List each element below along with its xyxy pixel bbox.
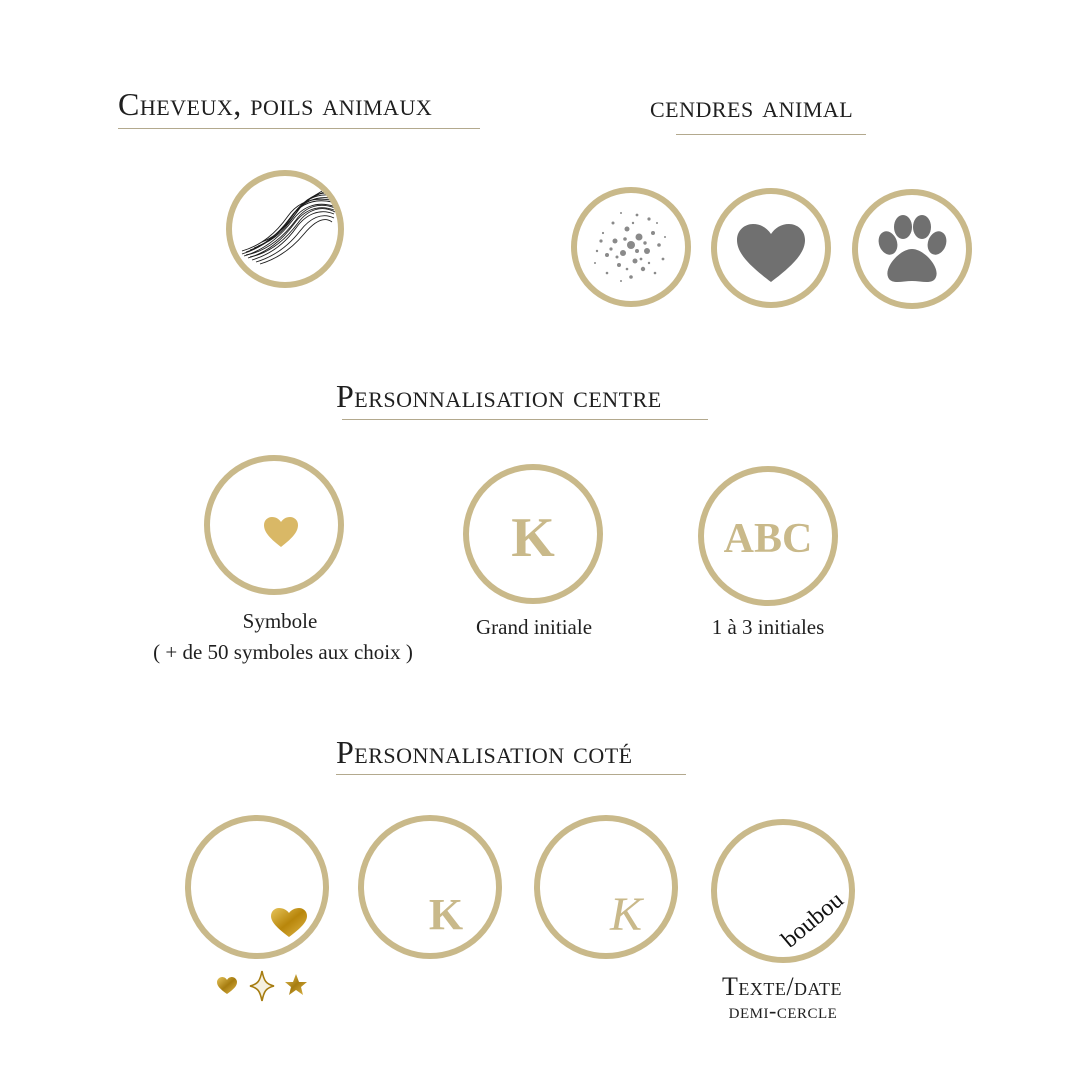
section-title-side: Personnalisation coté [336,734,633,770]
caption-center-symbol: Symbole [242,609,318,633]
initials-letters: ABC [723,516,813,562]
gold-heart-side-icon [191,821,323,953]
option-side-initial-serif[interactable] [358,815,502,959]
ash-speckle-icon [577,193,685,301]
side-initial-script: K [609,888,643,941]
section-title-center: Personnalisation centre [336,378,662,414]
section-title-ashes: cendres animal [650,88,854,124]
option-center-initials[interactable] [698,466,838,606]
symbol-samples-icon [214,969,314,1003]
heart-icon [717,194,825,302]
caption-side-text-line2: demi-cercle [728,998,838,1023]
option-ashes-paw[interactable] [852,189,972,309]
hair-strands-icon [232,176,338,282]
curved-text-sample: boubou [776,887,849,954]
caption-center-initials: 1 à 3 initiales [711,615,825,639]
side-initial-serif: K [428,890,464,939]
option-hair[interactable] [226,170,344,288]
caption-side-text-line1: Texte/date [721,972,843,1001]
gold-heart-icon [210,461,338,589]
section-title-hair: Cheveux, poils animaux [118,86,433,122]
section-rule-ashes [676,134,866,135]
section-rule-side [336,774,686,775]
caption-center-initial: Grand initiale [475,615,593,639]
option-side-text[interactable] [711,819,855,963]
subcaption-center-symbol: ( + de 50 symboles aux choix ) [153,640,413,664]
paw-icon [858,195,966,303]
option-ashes-speckle[interactable] [571,187,691,307]
option-side-initial-script[interactable] [534,815,678,959]
option-center-symbol[interactable] [204,455,344,595]
section-rule-hair [118,128,480,129]
section-rule-center [342,419,708,420]
option-ashes-heart[interactable] [711,188,831,308]
initial-letter: K [511,507,555,569]
option-side-symbol[interactable] [185,815,329,959]
option-center-initial[interactable] [463,464,603,604]
